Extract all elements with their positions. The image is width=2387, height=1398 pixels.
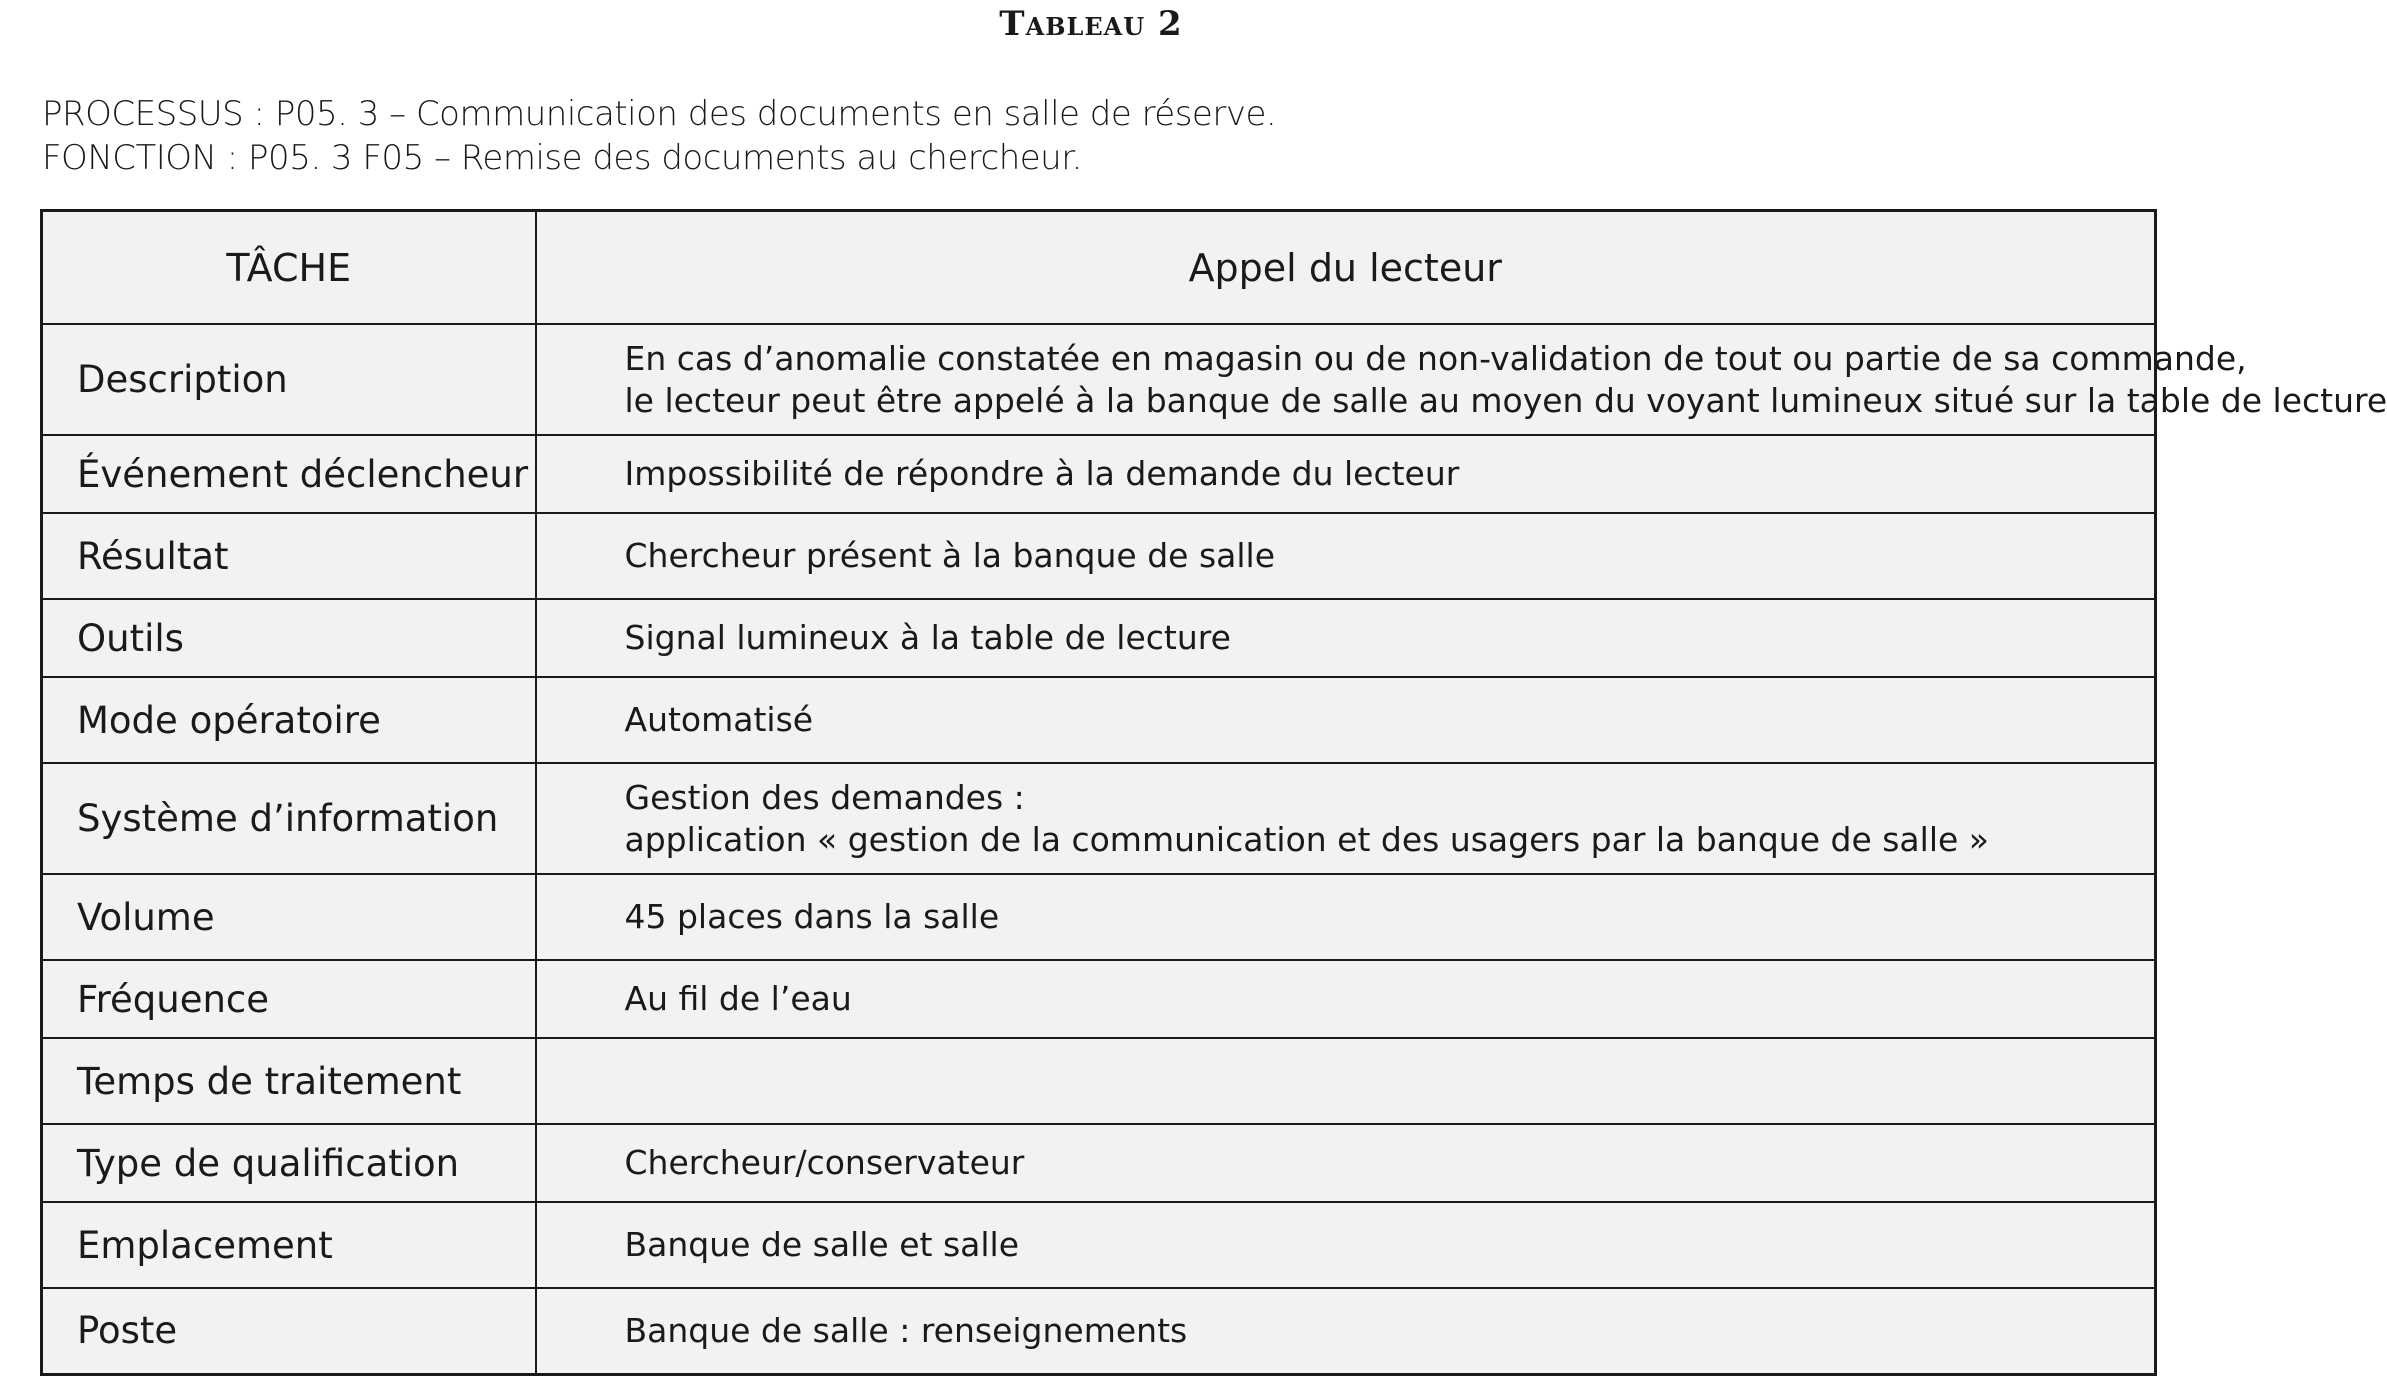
row-value <box>536 435 2156 513</box>
header-label-tache: TÂCHE <box>42 211 536 325</box>
row-label: Fréquence <box>42 960 536 1038</box>
fonction-line: FONCTION : P05. 3 F05 – Remise des documents au chercheur. <box>42 138 1082 178</box>
row-value <box>536 324 2387 435</box>
task-table <box>40 209 2387 1376</box>
table-row-volume <box>42 874 2156 960</box>
row-label: Événement déclencheur <box>42 435 536 513</box>
row-value <box>536 960 2156 1038</box>
row-label: Résultat <box>42 513 536 599</box>
row-value-line: Chercheur présent à la banque de salle <box>624 536 1275 575</box>
row-value-line: le lecteur peut être appelé à la banque de salle au moyen du voyant lumineux situé sur la table de lecture <box>624 380 2387 420</box>
table-row-evenement <box>42 435 2156 513</box>
row-label: Poste <box>42 1288 536 1374</box>
row-label: Système d’information <box>42 763 536 874</box>
row-value-line: Banque de salle et salle <box>624 1225 1020 1264</box>
row-value-line: Banque de salle : renseignements <box>624 1310 1188 1350</box>
row-label: Volume <box>42 874 536 960</box>
row-label: Mode opératoire <box>42 677 536 763</box>
row-label: Type de qualification <box>42 1124 536 1202</box>
table-row-poste <box>42 1288 2156 1374</box>
row-label: Temps de traitement <box>42 1038 536 1124</box>
row-label: Description <box>42 324 536 435</box>
table-row-frequence <box>42 960 2156 1038</box>
processus-line: PROCESSUS : P05. 3 – Communication des documents en salle de réserve. <box>42 94 1277 134</box>
table-row-description <box>42 324 2156 435</box>
row-value <box>536 763 2156 874</box>
row-value-line: application « gestion de la communication et des usagers par la banque de salle » <box>624 819 1989 859</box>
row-value <box>536 677 2156 763</box>
row-value <box>536 1288 2156 1374</box>
row-label: Outils <box>42 599 536 677</box>
process-header <box>42 92 1276 180</box>
row-value-line: Automatisé <box>624 700 814 739</box>
row-value-line: Chercheur/conservateur <box>624 1143 1025 1182</box>
table-header-row <box>42 211 2156 325</box>
table-row-emplacement <box>42 1202 2156 1288</box>
row-value <box>536 513 2156 599</box>
table-row-outils <box>42 599 2156 677</box>
table-row-systeme-information <box>42 763 2156 874</box>
table-row-resultat <box>42 513 2156 599</box>
row-value <box>536 599 2156 677</box>
table-row-temps-traitement <box>42 1038 2156 1124</box>
row-value-line: En cas d’anomalie constatée en magasin ou de non-validation de tout ou partie de sa commande, <box>624 338 2247 378</box>
row-value-line: Impossibilité de répondre à la demande du lecteur <box>624 454 1460 493</box>
row-value <box>536 1038 2156 1124</box>
row-value-line: Au fil de l’eau <box>624 979 852 1018</box>
document-title: Tableau 2 <box>999 4 1183 44</box>
table-row-mode-operatoire <box>42 677 2156 763</box>
row-value-line: Gestion des demandes : <box>624 777 1025 817</box>
row-value <box>536 1124 2156 1202</box>
row-label: Emplacement <box>42 1202 536 1288</box>
row-value-line: 45 places dans la salle <box>624 897 1000 936</box>
row-value-line: Signal lumineux à la table de lecture <box>624 618 1231 657</box>
table-row-type-qualification <box>42 1124 2156 1202</box>
header-value: Appel du lecteur <box>536 211 2156 325</box>
row-value <box>536 874 2156 960</box>
row-value <box>536 1202 2156 1288</box>
